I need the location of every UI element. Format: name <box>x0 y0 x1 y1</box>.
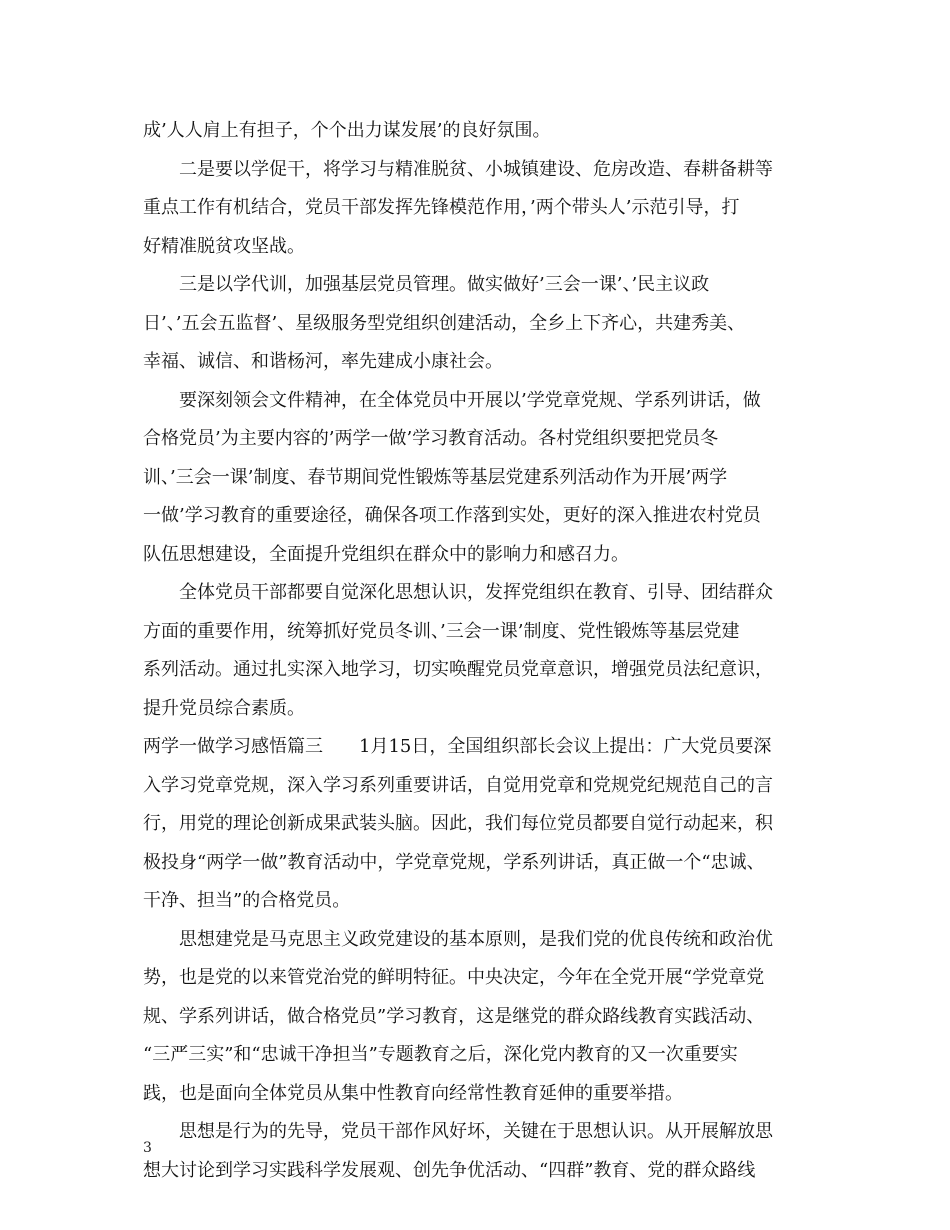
text-line: 日’、’五会五监督’、星级服务型党组织创建活动，全乡上下齐心，共建秀美、 <box>143 312 746 334</box>
text-line: 二是要以学促干，将学习与精准脱贫、小城镇建设、危房改造、春耕备耕等 <box>179 158 773 180</box>
text-line: 规、学系列讲话，做合格党员”学习教育，这是继党的群众路线教育实践活动、 <box>143 1005 765 1027</box>
text-line: 行，用党的理论创新成果武装头脑。因此，我们每位党员都要自觉行动起来，积 <box>143 813 773 834</box>
text-line: 想大讨论到学习实践科学发展观、创先争优活动、“四群”教育、党的群众路线 <box>143 1159 756 1181</box>
text-line: 系列活动。通过扎实深入地学习，切实唤醒党员党章意识，增强党员法纪意识， <box>143 659 773 680</box>
text-line: 提升党员综合素质。 <box>143 697 305 719</box>
text-line: 干净、担当”的合格党员。 <box>143 890 351 911</box>
text-line: 践，也是面向全体党员从集中性教育向经常性教育延伸的重要举措。 <box>143 1082 683 1104</box>
text-line: 重点工作有机结合，党员干部发挥先锋模范作用，’两个带头人’示范引导，打 <box>143 197 740 218</box>
text-line: 思想是行为的先导，党员干部作风好坏，关键在于思想认识。从开展解放思 <box>179 1121 773 1142</box>
text-line: 队伍思想建设，全面提升党组织在群众中的影响力和感召力。 <box>143 543 629 565</box>
text-line: 极投身“两学一做”教育活动中，学党章党规，学系列讲话，真正做一个“忠诚、 <box>143 851 765 873</box>
text-line: 要深刻领会文件精神，在全体党员中开展以’学党章党规、学系列讲话，做 <box>179 389 761 411</box>
text-line: 训、’三会一课’制度、春节期间党性锻炼等基层党建系列活动作为开展’两学 <box>143 466 728 488</box>
text-line: 成’人人肩上有担子，个个出力谋发展’的良好氛围。 <box>143 120 551 141</box>
page-number: 3 <box>143 1140 152 1156</box>
text-line: 两学一做学习感悟篇三 1月15日，全国组织部长会议上提出：广大党员要深 <box>143 736 772 757</box>
text-line: 方面的重要作用，统筹抓好党员冬训、’三会一课’制度、党性锻炼等基层党建 <box>143 620 740 642</box>
text-line: 势，也是党的以来管党治党的鲜明特征。中央决定，今年在全党开展“学党章党 <box>143 967 765 988</box>
text-line: 一做’学习教育的重要途径，确保各项工作落到实处，更好的深入推进农村党员 <box>143 505 761 526</box>
text-line: 幸福、诚信、和谐杨河，率先建成小康社会。 <box>143 351 503 372</box>
text-line: 三是以学代训，加强基层党员管理。做实做好’三会一课’、’民主议政 <box>179 274 710 295</box>
text-line: “三严三实”和“忠诚干净担当”专题教育之后，深化党内教育的又一次重要实 <box>143 1044 738 1065</box>
text-line: 合格党员’为主要内容的’两学一做’学习教育活动。各村党组织要把党员冬 <box>143 428 719 449</box>
text-line: 入学习党章党规，深入学习系列重要讲话，自觉用党章和党规党纪规范自己的言 <box>143 774 773 796</box>
text-line: 思想建党是马克思主义政党建设的基本原则，是我们党的优良传统和政治优 <box>179 928 773 950</box>
text-line: 全体党员干部都要自觉深化思想认识，发挥党组织在教育、引导、团结群众 <box>179 582 773 603</box>
document-body <box>143 112 823 1190</box>
text-line: 好精准脱贫攻坚战。 <box>143 235 305 257</box>
